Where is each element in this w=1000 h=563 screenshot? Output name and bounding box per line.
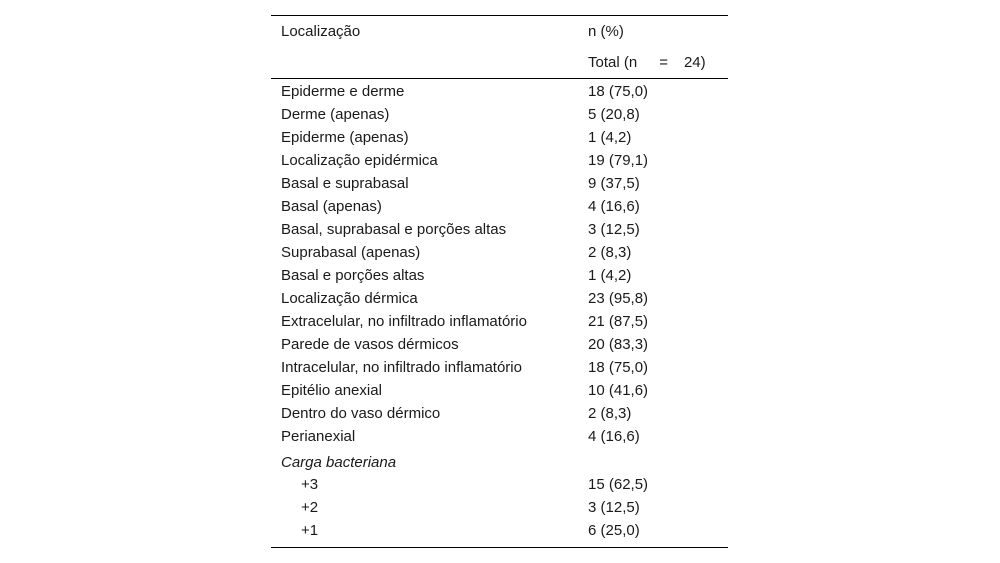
table-row bbox=[271, 103, 728, 126]
row-value: 3 (12,5) bbox=[588, 499, 640, 516]
header-total-value: 24) bbox=[683, 54, 706, 71]
header-total-eq: = bbox=[659, 54, 668, 71]
row-value: 6 (25,0) bbox=[588, 522, 640, 539]
row-label: +3 bbox=[301, 476, 319, 493]
row-label: +1 bbox=[301, 522, 319, 539]
row-value: 20 (83,3) bbox=[588, 336, 649, 353]
table-subheader-row bbox=[271, 47, 728, 78]
row-label: Localização dérmica bbox=[281, 290, 418, 307]
row-value: 1 (4,2) bbox=[588, 267, 632, 284]
header-n-percent: n (%) bbox=[588, 23, 624, 40]
row-label: Epiderme e derme bbox=[281, 83, 405, 100]
header-total-label: Total (n bbox=[588, 54, 638, 71]
row-label: Suprabasal (apenas) bbox=[281, 244, 421, 261]
row-value: 2 (8,3) bbox=[588, 244, 632, 261]
row-label: Intracelular, no infiltrado inflamatório bbox=[281, 359, 522, 376]
row-value: 4 (16,6) bbox=[588, 428, 640, 445]
header-location: Localização bbox=[281, 23, 361, 40]
row-label: Basal (apenas) bbox=[281, 198, 382, 215]
table-row bbox=[271, 402, 728, 425]
table-row bbox=[271, 356, 728, 379]
table-row bbox=[271, 287, 728, 310]
row-value: 2 (8,3) bbox=[588, 405, 632, 422]
table-row bbox=[271, 425, 728, 448]
section-row bbox=[271, 448, 728, 473]
table-row bbox=[271, 126, 728, 149]
table-row bbox=[271, 264, 728, 287]
table-row bbox=[271, 80, 728, 103]
row-label: +2 bbox=[301, 499, 319, 516]
bacterial-load-title: Carga bacteriana bbox=[281, 454, 397, 471]
table-row bbox=[271, 379, 728, 402]
row-value: 18 (75,0) bbox=[588, 83, 649, 100]
row-label: Basal e suprabasal bbox=[281, 175, 409, 192]
table-row bbox=[271, 473, 728, 496]
row-label: Epiderme (apenas) bbox=[281, 129, 409, 146]
row-value: 15 (62,5) bbox=[588, 476, 649, 493]
row-value: 1 (4,2) bbox=[588, 129, 632, 146]
table-row bbox=[271, 218, 728, 241]
table-bottom-rule bbox=[271, 547, 728, 548]
row-label: Localização epidérmica bbox=[281, 152, 438, 169]
row-label: Epitélio anexial bbox=[281, 382, 382, 399]
table-row bbox=[271, 172, 728, 195]
row-label: Extracelular, no infiltrado inflamatório bbox=[281, 313, 527, 330]
row-value: 3 (12,5) bbox=[588, 221, 640, 238]
row-label: Perianexial bbox=[281, 428, 356, 445]
row-value: 10 (41,6) bbox=[588, 382, 649, 399]
header-total bbox=[588, 47, 706, 78]
table-header-row bbox=[271, 16, 728, 47]
row-value: 18 (75,0) bbox=[588, 359, 649, 376]
row-label: Basal, suprabasal e porções altas bbox=[281, 221, 507, 238]
table-row bbox=[271, 333, 728, 356]
table-row bbox=[271, 519, 728, 542]
row-label: Parede de vasos dérmicos bbox=[281, 336, 459, 353]
data-table bbox=[271, 15, 728, 548]
table-row bbox=[271, 195, 728, 218]
row-label: Dentro do vaso dérmico bbox=[281, 405, 441, 422]
row-label: Derme (apenas) bbox=[281, 106, 390, 123]
row-value: 19 (79,1) bbox=[588, 152, 649, 169]
row-value: 4 (16,6) bbox=[588, 198, 640, 215]
row-value: 5 (20,8) bbox=[588, 106, 640, 123]
row-value: 9 (37,5) bbox=[588, 175, 640, 192]
row-value: 23 (95,8) bbox=[588, 290, 649, 307]
table-row bbox=[271, 310, 728, 333]
table-row bbox=[271, 241, 728, 264]
row-value: 21 (87,5) bbox=[588, 313, 649, 330]
table-row bbox=[271, 496, 728, 519]
table-row bbox=[271, 149, 728, 172]
row-label: Basal e porções altas bbox=[281, 267, 425, 284]
